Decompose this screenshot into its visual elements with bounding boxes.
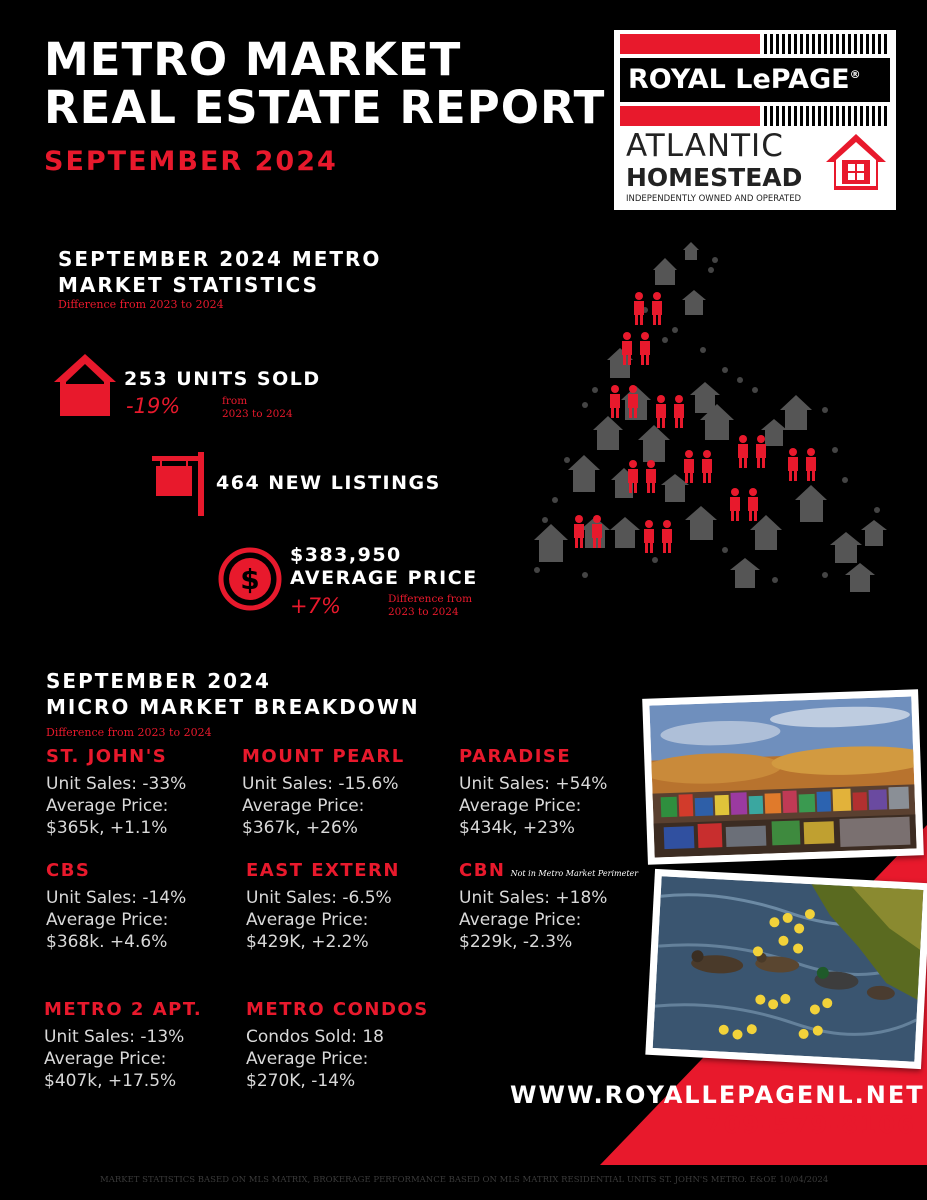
report-subtitle: SEPTEMBER 2024 [44,146,338,177]
market-avg-label: Average Price: [46,910,169,930]
market-title: METRO CONDOS [246,999,429,1020]
city-photo [642,689,924,865]
phone-number[interactable]: 709-579-8106 [705,1111,916,1139]
market-title: EAST EXTERN [246,860,400,881]
ducks-photo [645,869,927,1069]
market-avg-label: Average Price: [242,796,365,816]
market-unit-sales: Unit Sales: -33% [46,774,187,794]
market-avg-label: Average Price: [46,796,169,816]
market-avg-label: Average Price: [246,910,369,930]
market-unit-sales: Unit Sales: -14% [46,888,187,908]
market-title: METRO 2 APT. [44,999,203,1020]
market-title: CBS [46,860,91,881]
market-unit-sales: Unit Sales: +54% [459,774,608,794]
market-avg-label: Average Price: [459,796,582,816]
market-avg-price: $229k, -2.3% [459,932,573,952]
market-title: ST. JOHN'S [46,746,168,767]
market-avg-price: $368k. +4.6% [46,932,168,952]
cbn-note: Not in Metro Market Perimeter [510,869,639,878]
market-title: PARADISE [459,746,572,767]
market-unit-sales: Unit Sales: +18% [459,888,608,908]
logo-line1: ATLANTIC [626,128,784,164]
new-listings: 464 NEW LISTINGS [216,472,441,494]
svg-text:$: $ [240,563,260,596]
market-avg-price: $429K, +2.2% [246,932,369,952]
market-avg-price: $367k, +26% [242,818,358,838]
stats-heading: SEPTEMBER 2024 METRO MARKET STATISTICS [58,247,382,297]
market-title: CBN [459,860,506,881]
market-condos-sold: Condos Sold: 18 [246,1027,384,1047]
market-unit-sales: Unit Sales: -15.6% [242,774,399,794]
market-avg-price: $365k, +1.1% [46,818,168,838]
market-unit-sales: Unit Sales: -6.5% [246,888,392,908]
units-note: from 2023 to 2024 [222,395,293,420]
avg-price: $383,950 AVERAGE PRICE [290,544,478,589]
market-title: MOUNT PEARL [242,746,405,767]
avg-note: Difference from 2023 to 2024 [388,593,473,618]
logo-line2: HOMESTEAD [626,163,803,192]
market-avg-label: Average Price: [459,910,582,930]
micro-heading: SEPTEMBER 2024 MICRO MARKET BREAKDOWN [46,669,420,719]
stats-note: Difference from 2023 to 2024 [58,298,224,311]
logo-tagline: INDEPENDENTLY OWNED AND OPERATED [626,194,802,204]
market-avg-label: Average Price: [44,1049,167,1069]
units-sold: 253 UNITS SOLD [124,368,321,390]
footer-disclaimer: MARKET STATISTICS BASED ON MLS MATRIX, BROKERAGE PERFORMANCE BASED ON MLS MATRIX RESIDENTIAL UNITS ST. JOHN'S METRO. E&OE 10/04/2024 [100,1175,829,1185]
market-unit-sales: Unit Sales: -13% [44,1027,185,1047]
micro-note: Difference from 2023 to 2024 [46,726,212,739]
market-avg-label: Average Price: [246,1049,369,1069]
market-avg-price: $434k, +23% [459,818,575,838]
report-title: METRO MARKET REAL ESTATE REPORT [44,33,606,134]
market-avg-price: $270K, -14% [246,1071,356,1091]
units-pct: -19% [126,394,181,418]
logo-brand: ROYAL LePAGE® [628,64,861,95]
website-link[interactable]: WWW.ROYALLEPAGENL.NET [510,1081,925,1109]
avg-price-pct: +7% [290,594,341,618]
market-avg-price: $407k, +17.5% [44,1071,177,1091]
